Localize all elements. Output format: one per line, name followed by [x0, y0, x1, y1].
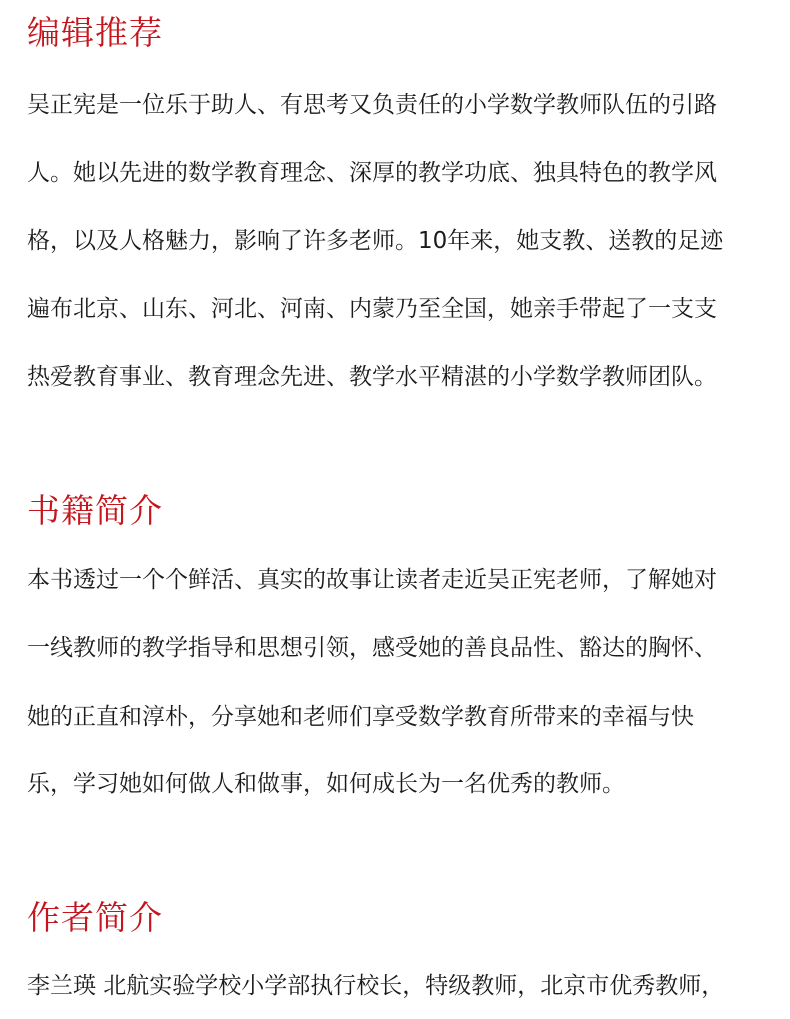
editor-recommendation-line: 热爱教育事业、教育理念先进、教学水平精湛的小学数学教师团队。 [27, 364, 717, 390]
author-introduction-line: 李兰瑛 北航实验学校小学部执行校长，特级教师，北京市优秀教师， [27, 973, 725, 999]
book-introduction-line: 一线教师的教学指导和思想引领，感受她的善良品性、豁达的胸怀、 [27, 635, 717, 661]
book-introduction-line: 乐，学习她如何做人和做事，如何成长为一名优秀的教师。 [27, 771, 625, 797]
editor-recommendation-line: 人。她以先进的数学教育理念、深厚的教学功底、独具特色的教学风 [27, 160, 717, 186]
editor-recommendation-line: 格，以及人格魅力，影响了许多老师。10年来，她支教、送教的足迹 [27, 228, 724, 254]
section-title-author-introduction: 作者简介 [27, 898, 163, 937]
section-title-editor-recommendation: 编辑推荐 [27, 13, 163, 52]
editor-recommendation-line: 吴正宪是一位乐于助人、有思考又负责任的小学数学教师队伍的引路 [27, 92, 717, 118]
book-introduction-line: 本书透过一个个鲜活、真实的故事让读者走近吴正宪老师，了解她对 [27, 567, 717, 593]
editor-recommendation-line: 遍布北京、山东、河北、河南、内蒙乃至全国，她亲手带起了一支支 [27, 296, 717, 322]
book-introduction-line: 她的正直和淳朴，分享她和老师们享受数学教育所带来的幸福与快 [27, 704, 694, 730]
section-title-book-introduction: 书籍简介 [27, 491, 163, 530]
